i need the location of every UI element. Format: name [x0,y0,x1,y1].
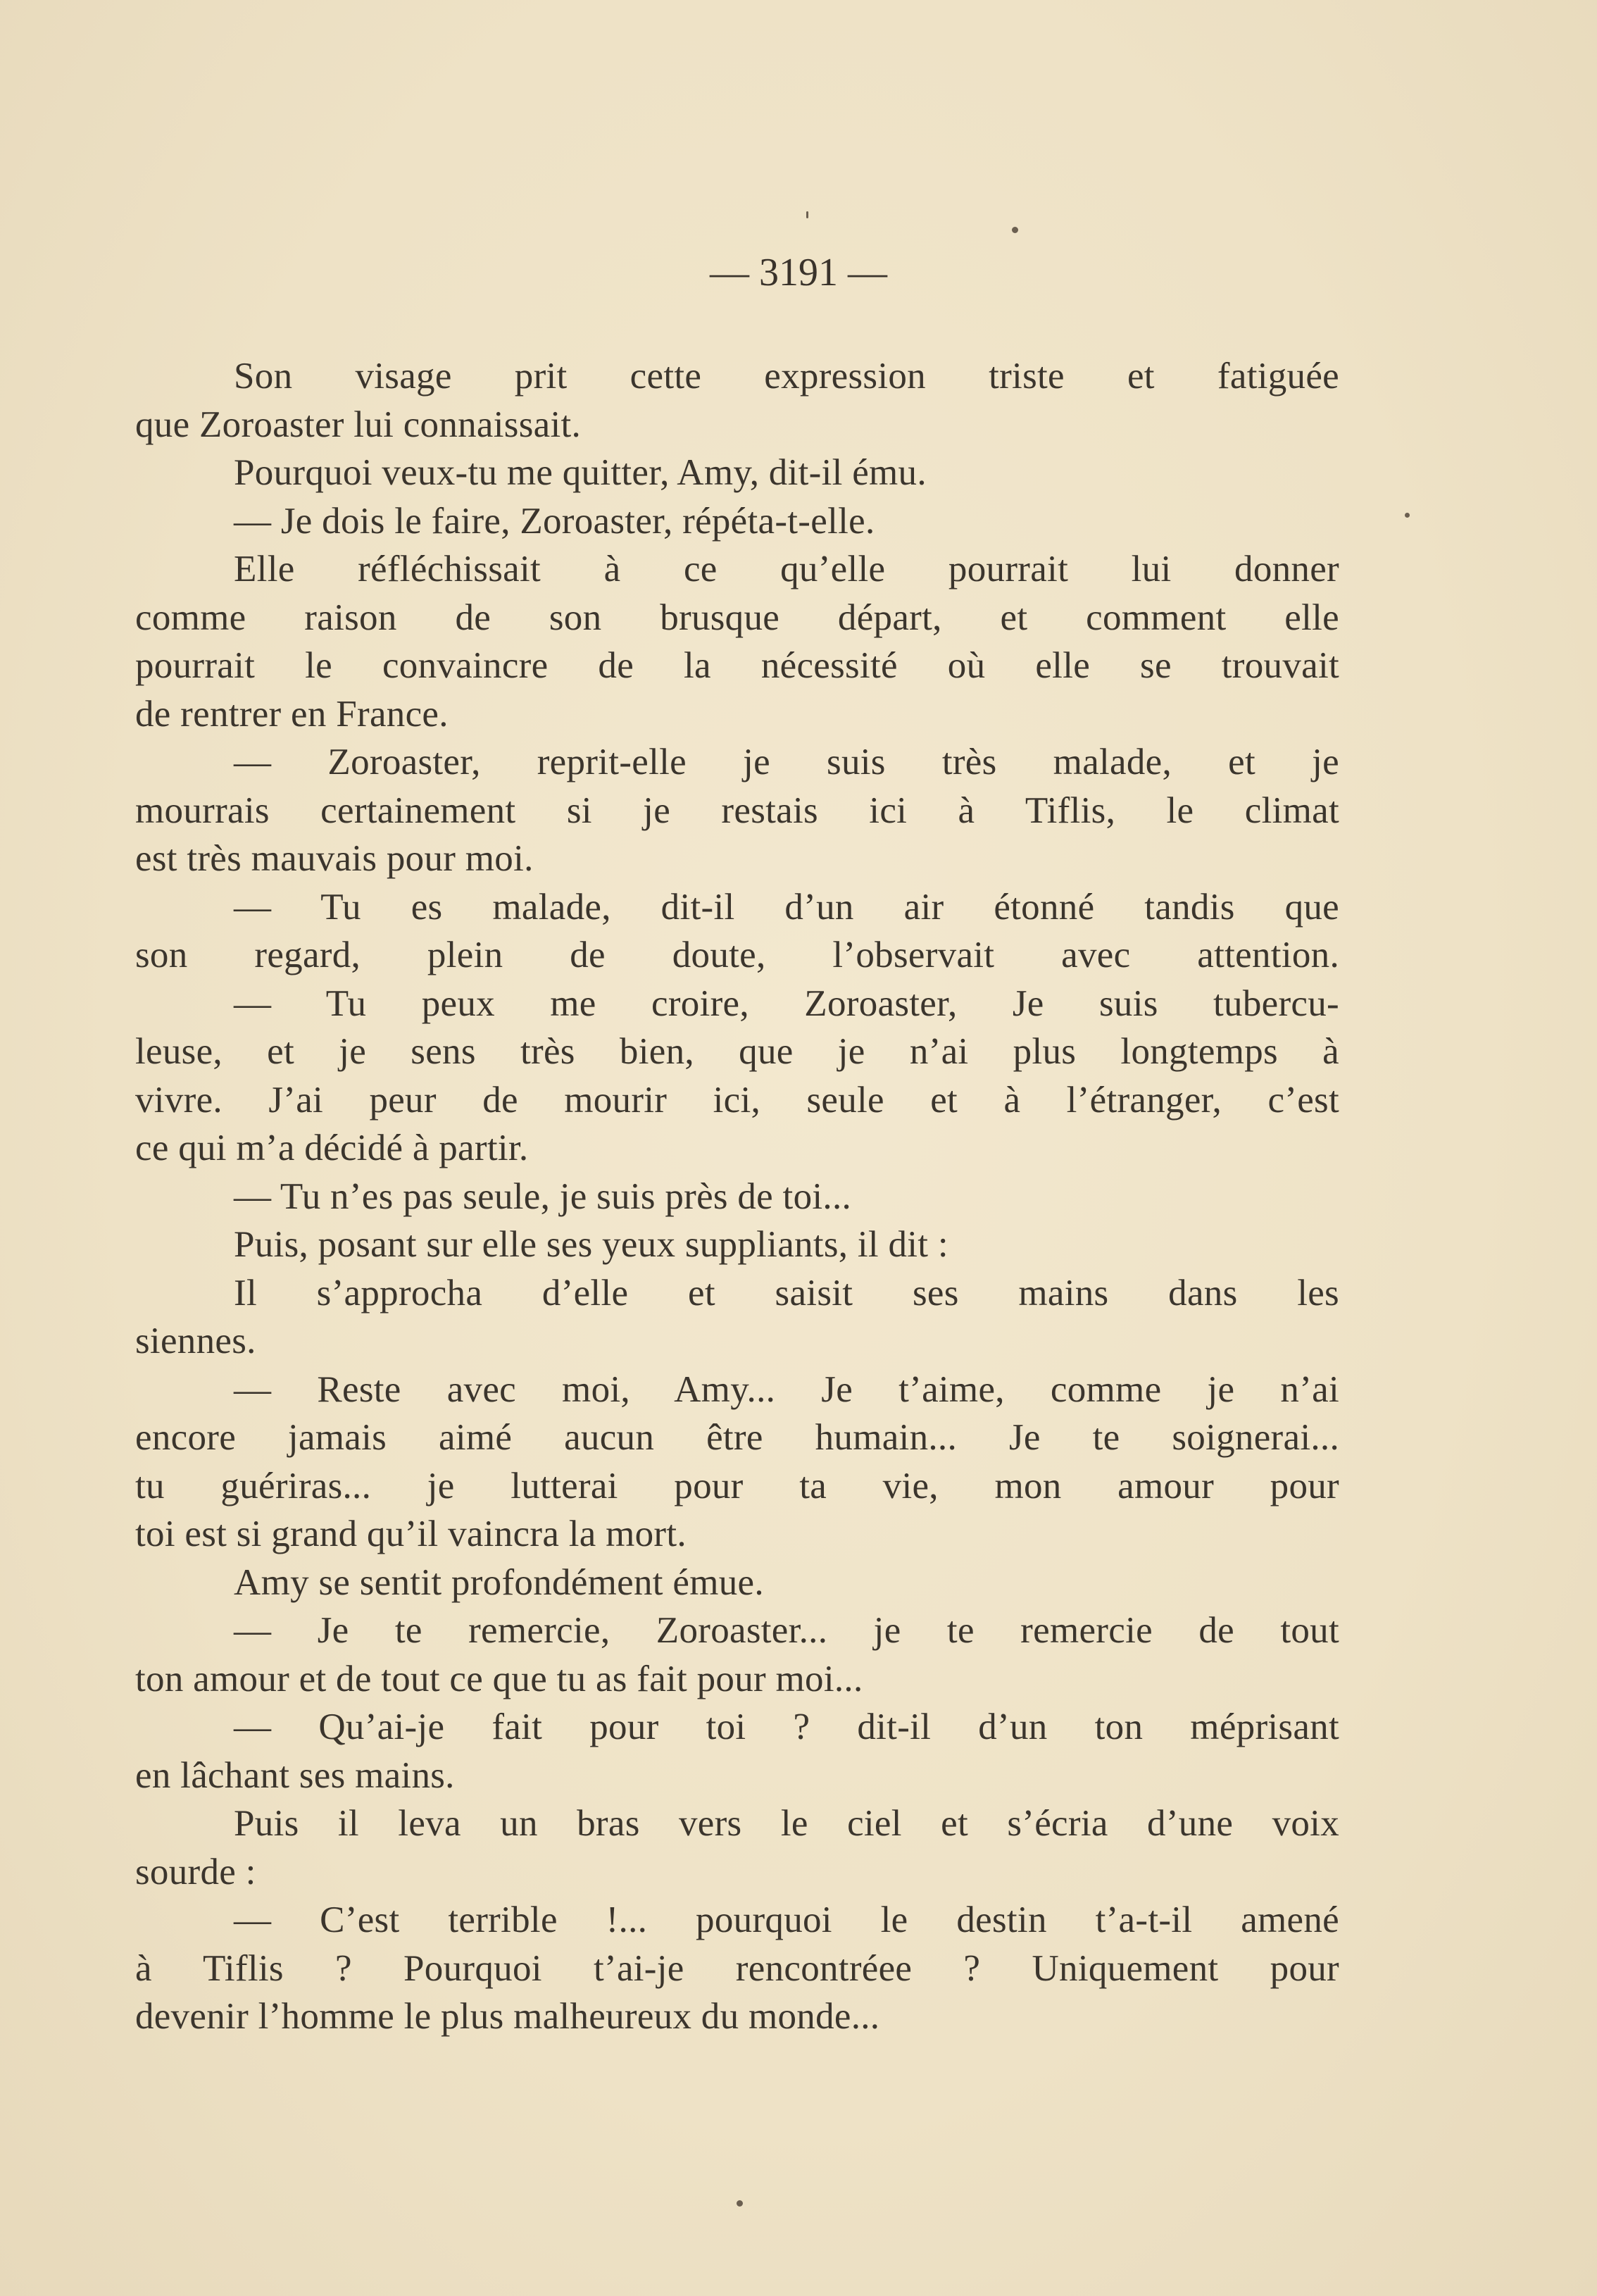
text-line: Pourquoi veux-tu me quitter, Amy, dit-il ému. [234,452,927,493]
text-line: Son visage prit cette expression triste et fatiguée [234,356,1339,397]
paper-speck [806,211,808,218]
text-line: Elle réfléchissait à ce qu’elle pourrait lui donner [234,549,1339,589]
text-line: Il s’approcha d’elle et saisit ses mains dans les [234,1272,1339,1314]
text-line: sourde : [135,1851,256,1892]
text-line: vivre. J’ai peur de mourir ici, seule et à l’étranger, c’est [135,1079,1339,1121]
text-line: — Tu peux me croire, Zoroaster, Je suis tubercu- [234,982,1339,1024]
page-number: — 3191 — [710,251,887,294]
text-line: pourrait le convaincre de la nécessité où elle se trouvait [135,645,1339,686]
text-line: — Zoroaster, reprit-elle je suis très malade, et je [234,742,1339,782]
text-line: Puis il leva un bras vers le ciel et s’écria d’une voix [234,1803,1339,1844]
text-line: son regard, plein de doute, l’observait avec attention. [135,935,1339,975]
text-line: — Tu es malade, dit-il d’un air étonné tandis que [234,886,1339,928]
text-line: devenir l’homme le plus malheureux du monde... [135,1996,880,2037]
text-line: de rentrer en France. [135,693,449,735]
text-line: tu guériras... je lutterai pour ta vie, mon amour pour [135,1465,1339,1506]
text-line: — Qu’ai-je fait pour toi ? dit-il d’un ton méprisant [234,1707,1339,1747]
text-line: — Je te remercie, Zoroaster... je te remercie de tout [234,1610,1339,1651]
body-text [135,352,1339,2041]
text-line: est très mauvais pour moi. [135,838,534,879]
text-line: toi est si grand qu’il vaincra la mort. [135,1514,687,1554]
text-line: que Zoroaster lui connaissait. [135,404,582,445]
paper-speck [1405,513,1410,518]
text-line: leuse, et je sens très bien, que je n’ai plus longtemps à [135,1031,1339,1072]
text-line: comme raison de son brusque départ, et comment elle [135,597,1339,638]
text-line: Puis, posant sur elle ses yeux suppliants, il dit : [234,1224,948,1265]
paper-speck [737,2200,743,2207]
text-line: ton amour et de tout ce que tu as fait pour moi... [135,1658,863,1699]
text-line: à Tiflis ? Pourquoi t’ai-je rencontréee ? Uniquement pour [135,1947,1339,1989]
paper-speck [1012,227,1018,233]
text-line: — Je dois le faire, Zoroaster, répéta-t-elle. [234,500,875,542]
text-line: ce qui m’a décidé à partir. [135,1128,529,1168]
text-line: encore jamais aimé aucun être humain... Je te soignerai... [135,1417,1339,1458]
text-line: siennes. [135,1321,256,1361]
text-line: mourrais certainement si je restais ici à Tiflis, le climat [135,790,1339,831]
text-line: — Tu n’es pas seule, je suis près de toi... [234,1175,852,1217]
text-line: — Reste avec moi, Amy... Je t’aime, comme je n’ai [234,1368,1339,1410]
text-line: — C’est terrible !... pourquoi le destin t’a-t-il amené [234,1899,1339,1940]
text-line: en lâchant ses mains. [135,1754,455,1796]
text-line: Amy se sentit profondément émue. [234,1561,764,1603]
